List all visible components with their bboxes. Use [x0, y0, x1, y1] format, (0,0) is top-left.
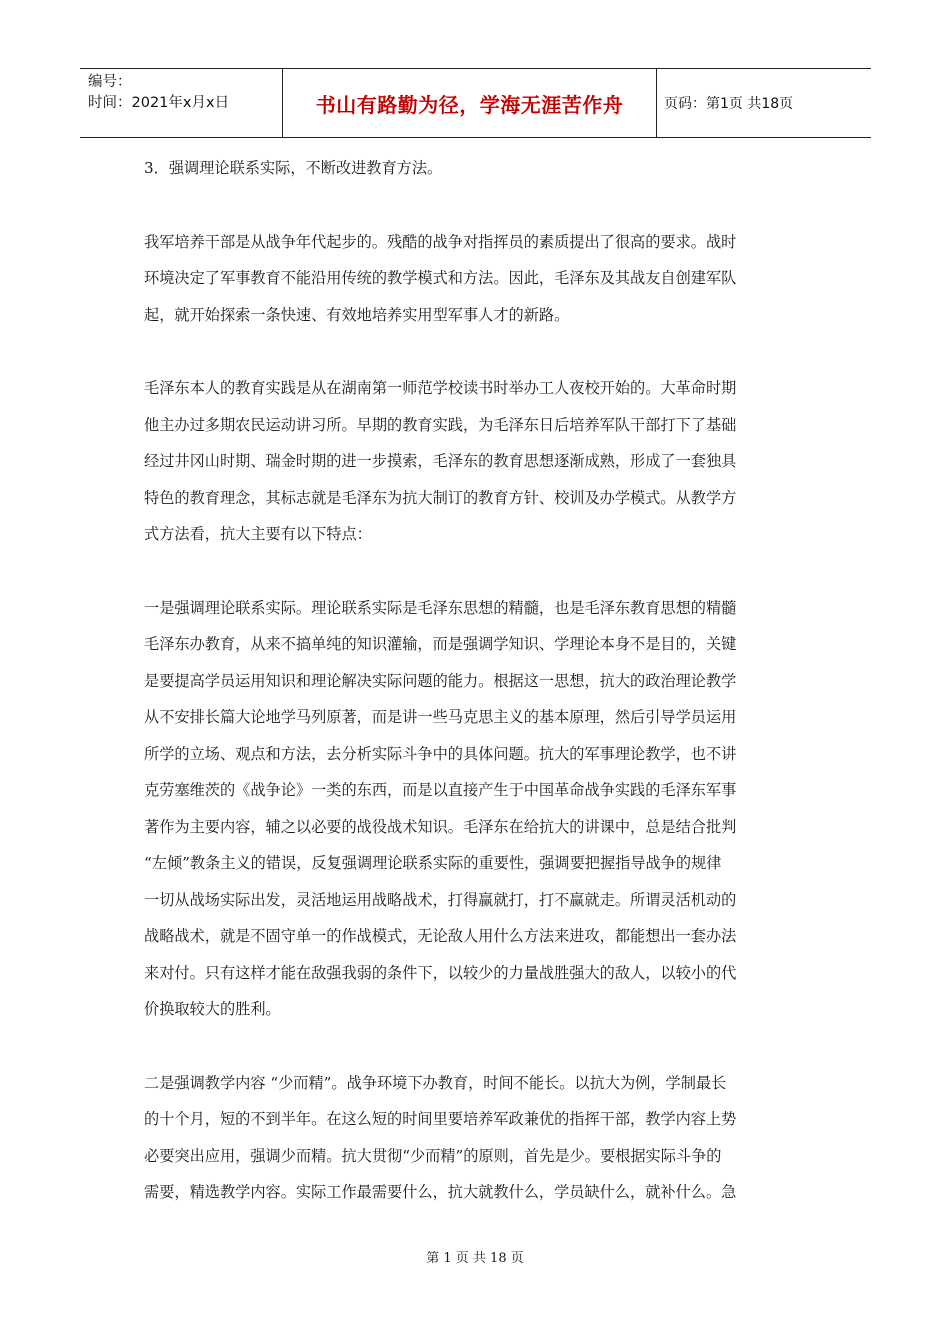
paragraph-line: 来对付。只有这样才能在敌强我弱的条件下，以较少的力量战胜强大的敌人，以较小的代 — [144, 963, 737, 982]
paragraph-line: 特色的教育理念，其标志就是毛泽东为抗大制订的教育方针、校训及办学模式。从教学方 — [144, 488, 737, 507]
paragraph-line: 毛泽东本人的教育实践是从在湖南第一师范学校读书时举办工人夜校开始的。大革命时期 — [144, 379, 737, 397]
paragraph-line: 克劳塞维茨的《战争论》一类的东西，而是以直接产生于中国革命战争实践的毛泽东军事 — [144, 781, 737, 799]
paragraph-line: 价换取较大的胜利。 — [144, 1000, 281, 1018]
paragraph-line: 从不安排长篇大论地学马列原著，而是讲一些马克思主义的基本原理，然后引导学员运用 — [144, 708, 737, 726]
paragraph-spacer — [144, 1028, 809, 1065]
paragraph-spacer — [144, 333, 809, 370]
document-header — [80, 68, 871, 138]
section-heading — [144, 150, 809, 187]
paragraph-line: 我军培养干部是从战争年代起步的。残酷的战争对指挥员的素质提出了很高的要求。战时 — [144, 232, 737, 251]
paragraph-line: “左倾”教条主义的错误，反复强调理论联系实际的重要性，强调要把握指导战争的规律 — [144, 854, 722, 872]
footer-page-number: 第 1 页 共 18 页 — [426, 1251, 524, 1266]
paragraph-line: 3．强调理论联系实际，不断改进教育方法。 — [144, 159, 443, 177]
paragraph-line: 经过井冈山时期、瑞金时期的进一步摸索，毛泽东的教育思想逐渐成熟，形成了一套独具 — [144, 452, 737, 470]
paragraph-point-one — [144, 590, 809, 1028]
paragraph-line: 他主办过多期农民运动讲习所。早期的教育实践，为毛泽东日后培养军队干部打下了基础 — [144, 415, 737, 434]
paragraph-line: 必要突出应用，强调少而精。抗大贯彻“少而精”的原则，首先是少。要根据实际斗争的 — [144, 1146, 722, 1165]
paragraph-line: 的十个月，短的不到半年。在这么短的时间里要培养军政兼优的指挥干部，教学内容上势 — [144, 1110, 737, 1128]
page-footer — [0, 1247, 950, 1266]
paragraph-spacer — [144, 187, 809, 224]
paragraph-line: 毛泽东办教育，从来不搞单纯的知识灌输，而是强调学知识、学理论本身不是目的，关键 — [144, 635, 737, 653]
paragraph-line: 起，就开始探索一条快速、有效地培养实用型军事人才的新路。 — [144, 305, 570, 324]
paragraph-line: 二是强调教学内容 “少而精”。战争环境下办教育，时间不能长。以抗大为例，学制最长 — [144, 1073, 727, 1092]
paragraph-line: 所学的立场、观点和方法，去分析实际斗争中的具体问题。抗大的军事理论教学，也不讲 — [144, 744, 737, 763]
paragraph-line: 需要，精选教学内容。实际工作最需要什么，抗大就教什么，学员缺什么，就补什么。急 — [144, 1183, 737, 1201]
paragraph-line: 是要提高学员运用知识和理论解决实际问题的能力。根据这一思想，抗大的政治理论教学 — [144, 671, 737, 690]
document-number-label: 编号： — [88, 74, 132, 90]
paragraph-line: 式方法看，抗大主要有以下特点： — [144, 525, 372, 543]
document-date-label: 时间：2021年x月x日 — [88, 95, 230, 111]
header-meta-cell — [80, 69, 282, 137]
paragraph-intro — [144, 224, 809, 334]
paragraph-line: 著作为主要内容，辅之以必要的战役战术知识。毛泽东在给抗大的讲课中，总是结合批判 — [144, 817, 737, 836]
header-page-cell — [657, 69, 871, 137]
paragraph-practice — [144, 370, 809, 553]
paragraph-line: 一切从战场实际出发，灵活地运用战略战术，打得赢就打，打不赢就走。所谓灵活机动的 — [144, 890, 737, 909]
paragraph-line: 环境决定了军事教育不能沿用传统的教学模式和方法。因此，毛泽东及其战友自创建军队 — [144, 269, 737, 287]
paragraph-spacer — [144, 553, 809, 590]
header-motto-cell — [282, 69, 657, 137]
paragraph-line: 战略战术，就是不固守单一的作战模式，无论敌人用什么方法来进攻，都能想出一套办法 — [144, 927, 737, 945]
header-page-number: 页码：第1页 共18页 — [664, 96, 794, 112]
paragraph-line: 一是强调理论联系实际。理论联系实际是毛泽东思想的精髓，也是毛泽东教育思想的精髓 — [144, 598, 737, 617]
paragraph-point-two — [144, 1065, 809, 1211]
document-body — [144, 150, 809, 1211]
header-motto: 书山有路勤为径，学海无涯苦作舟 — [315, 92, 624, 117]
